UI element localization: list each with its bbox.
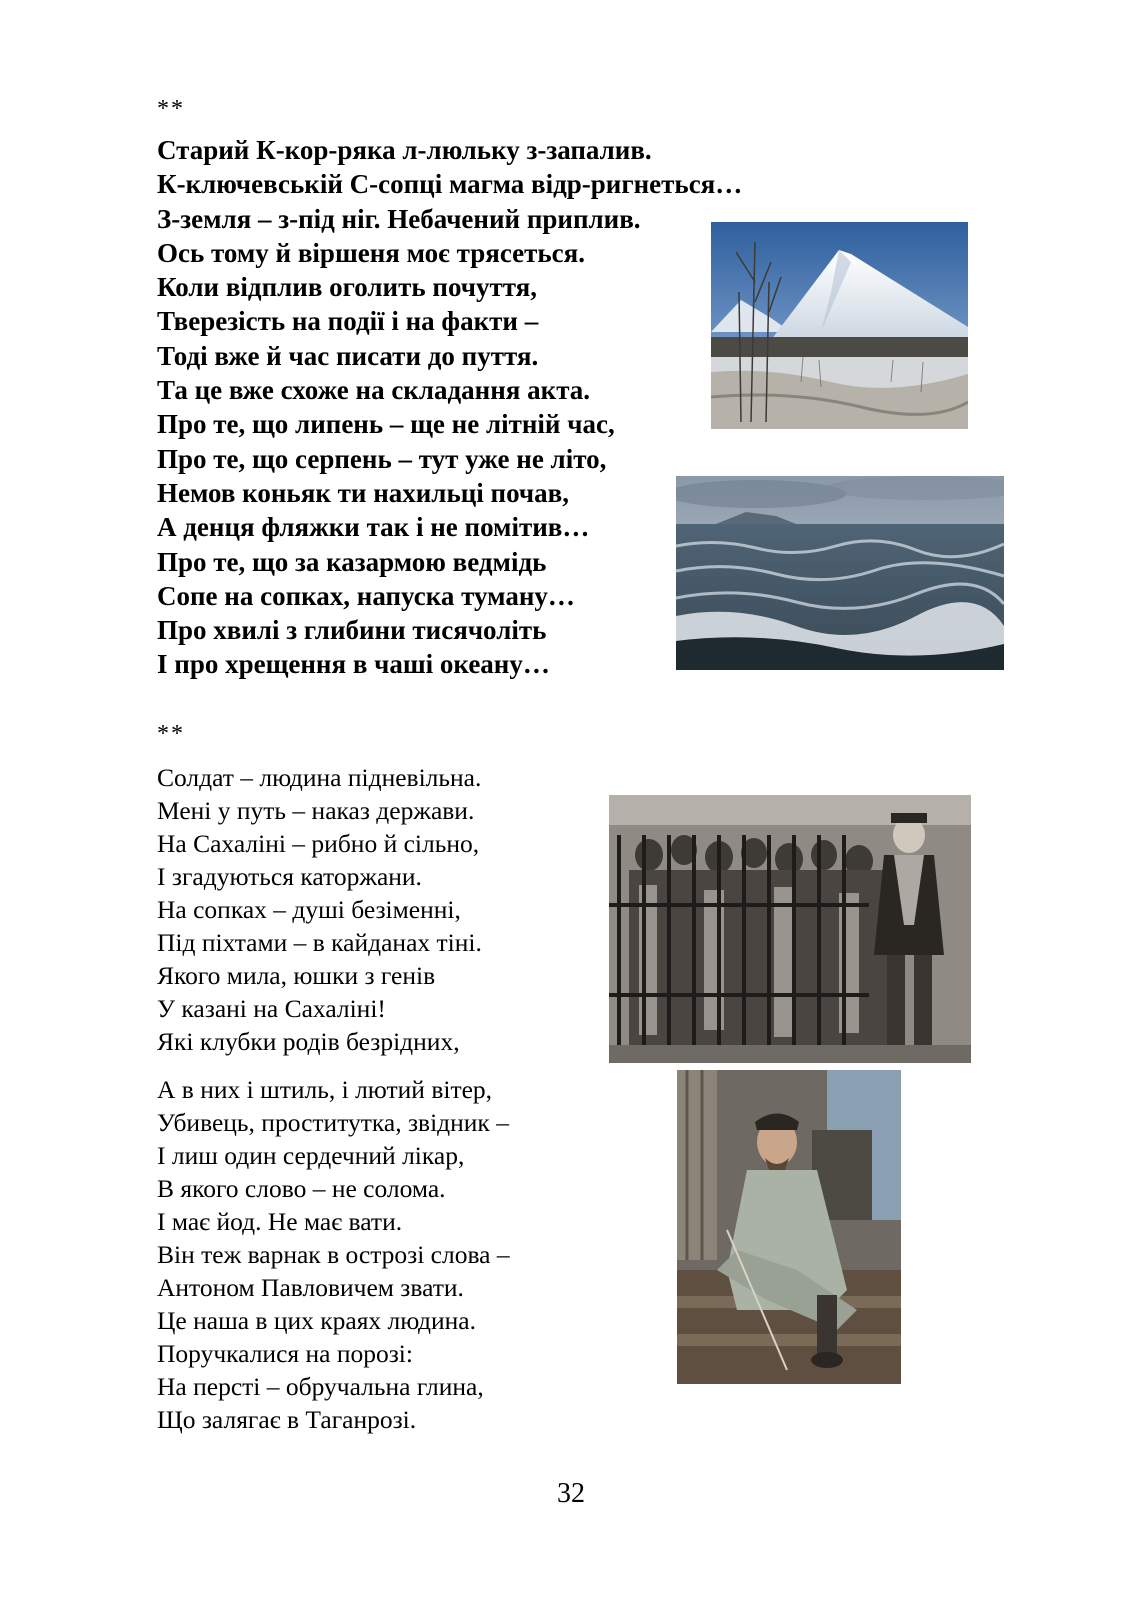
poem-line: Мені у путь – наказ держави. [157,796,475,825]
poem-line: Про те, що липень – ще не літній час, [157,409,615,440]
poem-line: Сопе на сопках, напуска туману… [157,580,575,611]
poem-line: Про хвилі з глибини тисячоліть [157,615,547,646]
poem-line: А денця фляжки так і не помітив… [157,512,590,543]
poem-line: На персті – обручальна глина, [157,1372,484,1401]
poem-line: Які клубки родів безрідних, [157,1027,460,1056]
poem-line: Солдат – людина підневільна. [157,763,482,792]
poem2-separator: ** [157,721,185,747]
poem-line: Про те, що серпень – тут уже не літо, [157,443,607,474]
poem-line: Антоном Павловичем звати. [157,1273,464,1302]
poem-line: Коли відплив оголить почуття, [157,272,538,303]
poem-line: В якого слово – не солома. [157,1174,446,1203]
poem-line: Під піхтами – в кайданах тіні. [157,928,482,957]
poem-line: А в них і штиль, і лютий вітер, [157,1075,493,1104]
poem-line: Ось тому й віршеня моє трясеться. [157,237,585,268]
poem-line: У казані на Сахаліні! [157,994,386,1023]
sea-waves-photo [676,476,1004,670]
poem-line: Немов коньяк ти нахильці почав, [157,477,569,508]
poem-line: Та це вже схоже на складання акта. [157,375,591,406]
poem-line: На Сахаліні – рибно й сільно, [157,829,480,858]
page-number: 32 [557,1478,585,1509]
poem-line: Убивець, проститутка, звідник – [157,1108,509,1137]
poem-line: З-земля – з-під ніг. Небачений приплив. [157,203,641,234]
poem-line: І лиш один сердечний лікар, [157,1141,465,1170]
poem-line: Поручкалися на порозі: [157,1339,413,1368]
poem-line: На сопках – душі безіменні, [157,895,461,924]
poem-line: Про те, що за казармою ведмідь [157,546,547,577]
poem-line: Це наша в цих краях людина. [157,1306,476,1335]
chekhov-portrait-photo [677,1070,901,1384]
poem-line: І про хрещення в чаші океану… [157,649,550,680]
prisoners-photo [609,795,971,1063]
poem-line: Він теж варнак в острозі слова – [157,1240,510,1269]
poem-line: К-ключевській С-сопці магма відр-ригнеться… [157,169,743,200]
poem-line: Старий К-кор-ряка л-люльку з-запалив. [157,135,652,165]
poem-line: І має йод. Не має вати. [157,1207,403,1236]
poem-line: І згадуються каторжани. [157,862,422,891]
poem-line: Що залягає в Таганрозі. [157,1405,417,1434]
poem2-stanza2 [157,1073,510,1436]
poem2-stanza1 [157,761,482,1058]
poem1-separator: ** [157,96,185,122]
poem-line: Тверезість на події і на факти – [157,306,539,337]
poem1-text [157,133,742,682]
volcano-photo [711,222,968,429]
poem-line: Тоді вже й час писати до пуття. [157,340,539,371]
poem-line: Якого мила, юшки з генів [157,961,436,990]
